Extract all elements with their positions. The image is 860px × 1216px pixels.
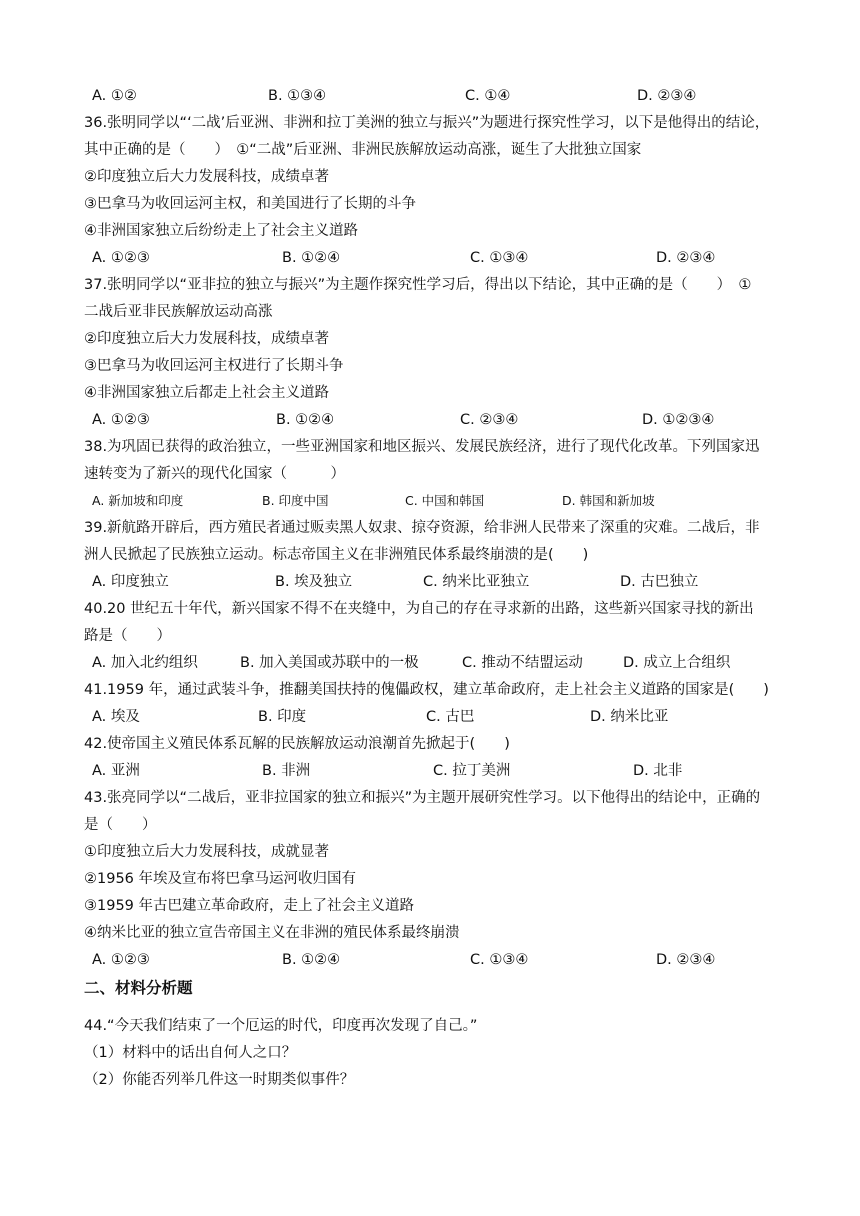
q41-option-b[interactable]: B. 印度 — [258, 709, 307, 725]
q37-option-c[interactable]: C. ②③④ — [460, 412, 519, 428]
q38-stem-line2: 速转变为了新兴的现代化国家（ ） — [84, 466, 345, 482]
q35-option-c[interactable]: C. ①④ — [465, 88, 511, 104]
q40-option-a[interactable]: A. 加入北约组织 — [92, 655, 198, 671]
q43-stem-line2: 是（ ） — [84, 817, 157, 833]
q43-option-b[interactable]: B. ①②④ — [282, 952, 341, 968]
q37-item-2: ②印度独立后大力发展科技，成绩卓著 — [84, 331, 329, 347]
q36-option-b[interactable]: B. ①②④ — [282, 250, 341, 266]
q40-options — [0, 653, 860, 673]
q43-item-4: ④纳米比亚的独立宣告帝国主义在非洲的殖民体系最终崩溃 — [84, 925, 460, 941]
q43-option-c[interactable]: C. ①③④ — [470, 952, 529, 968]
q44-quote: 44.“今天我们结束了一个厄运的时代，印度再次发现了自己。” — [84, 1018, 478, 1034]
q36-option-c[interactable]: C. ①③④ — [470, 250, 529, 266]
q41-stem-line1: 41.1959 年，通过武装斗争，推翻美国扶持的傀儡政权，建立革命政府，走上社会主义道路的国家是( ) — [84, 682, 769, 698]
q40-stem-line1: 40.20 世纪五十年代，新兴国家不得不在夹缝中，为自己的存在寻求新的出路，这些新兴国家寻找的新出 — [84, 601, 754, 617]
q42-stem-line1: 42.使帝国主义殖民体系瓦解的民族解放运动浪潮首先掀起于( ) — [84, 736, 510, 752]
q41-option-a[interactable]: A. 埃及 — [92, 709, 140, 725]
q37-item-3: ③巴拿马为收回运河主权进行了长期斗争 — [84, 358, 344, 374]
q43-option-a[interactable]: A. ①②③ — [92, 952, 150, 968]
q39-option-d[interactable]: D. 古巴独立 — [620, 574, 699, 590]
q41-options — [0, 707, 860, 727]
q44-sub-question-2: （2）你能否列举几件这一时期类似事件？ — [84, 1072, 355, 1088]
q43-item-3: ③1959 年古巴建立革命政府，走上了社会主义道路 — [84, 898, 415, 914]
q39-option-a[interactable]: A. 印度独立 — [92, 574, 169, 590]
q35-options — [0, 86, 860, 106]
q38-options — [0, 491, 860, 511]
q36-stem-line2: 其中正确的是（ ） ①“二战”后亚洲、非洲民族解放运动高涨，诞生了大批独立国家 — [84, 142, 642, 158]
q39-option-c[interactable]: C. 纳米比亚独立 — [423, 574, 530, 590]
section-heading: 二、材料分析题 — [84, 979, 193, 997]
q43-option-d[interactable]: D. ②③④ — [656, 952, 716, 968]
q39-stem-line2: 洲人民掀起了民族独立运动。标志帝国主义在非洲殖民体系最终崩溃的是( ) — [84, 547, 589, 563]
q36-option-d[interactable]: D. ②③④ — [656, 250, 716, 266]
q42-option-b[interactable]: B. 非洲 — [262, 763, 311, 779]
q43-options — [0, 950, 860, 970]
q36-option-a[interactable]: A. ①②③ — [92, 250, 150, 266]
q43-item-2: ②1956 年埃及宣布将巴拿马运河收归国有 — [84, 871, 357, 887]
q40-option-b[interactable]: B. 加入美国或苏联中的一极 — [240, 655, 419, 671]
q35-option-a[interactable]: A. ①② — [92, 88, 137, 104]
q38-option-b[interactable]: B. 印度中国 — [262, 493, 329, 508]
q38-option-c[interactable]: C. 中国和韩国 — [405, 493, 485, 508]
q42-options — [0, 761, 860, 781]
q37-option-a[interactable]: A. ①②③ — [92, 412, 150, 428]
q41-option-c[interactable]: C. 古巴 — [426, 709, 475, 725]
q36-options — [0, 248, 860, 268]
q39-option-b[interactable]: B. 埃及独立 — [275, 574, 353, 590]
q38-option-d[interactable]: D. 韩国和新加坡 — [562, 493, 655, 508]
q37-options — [0, 410, 860, 430]
q36-item-4: ④非洲国家独立后纷纷走上了社会主义道路 — [84, 223, 358, 239]
q39-stem-line1: 39.新航路开辟后，西方殖民者通过贩卖黑人奴隶、掠夺资源，给非洲人民带来了深重的灾难。二战后，非 — [84, 520, 760, 536]
q40-option-d[interactable]: D. 成立上合组织 — [623, 655, 731, 671]
q35-option-b[interactable]: B. ①③④ — [268, 88, 327, 104]
q36-item-3: ③巴拿马为收回运河主权，和美国进行了长期的斗争 — [84, 196, 416, 212]
q37-stem-line1: 37.张明同学以“亚非拉的独立与振兴”为主题作探究性学习后，得出以下结论，其中正确的是（ ） ① — [84, 277, 752, 293]
q40-option-c[interactable]: C. 推动不结盟运动 — [462, 655, 583, 671]
q40-stem-line2: 路是（ ） — [84, 628, 171, 644]
q42-option-c[interactable]: C. 拉丁美洲 — [433, 763, 511, 779]
q41-option-d[interactable]: D. 纳米比亚 — [590, 709, 669, 725]
q35-option-d[interactable]: D. ②③④ — [637, 88, 697, 104]
q37-option-d[interactable]: D. ①②③④ — [642, 412, 715, 428]
q43-item-1: ①印度独立后大力发展科技，成就显著 — [84, 844, 329, 860]
q44-sub-question-1: （1）材料中的话出自何人之口？ — [84, 1045, 297, 1061]
q42-option-a[interactable]: A. 亚洲 — [92, 763, 140, 779]
q39-options — [0, 572, 860, 592]
q37-stem-line2: 二战后亚非民族解放运动高涨 — [84, 304, 273, 320]
q37-option-b[interactable]: B. ①②④ — [276, 412, 335, 428]
q36-item-2: ②印度独立后大力发展科技，成绩卓著 — [84, 169, 329, 185]
q36-stem-line1: 36.张明同学以“‘二战’后亚洲、非洲和拉丁美洲的独立与振兴”为题进行探究性学习，以下是他得出的结论， — [84, 115, 770, 131]
q37-item-4: ④非洲国家独立后都走上社会主义道路 — [84, 385, 329, 401]
q38-option-a[interactable]: A. 新加坡和印度 — [92, 493, 184, 508]
q42-option-d[interactable]: D. 北非 — [633, 763, 683, 779]
q43-stem-line1: 43.张亮同学以“二战后，亚非拉国家的独立和振兴”为主题开展研究性学习。以下他得出的结论中，正确的 — [84, 790, 761, 806]
q38-stem-line1: 38.为巩固已获得的政治独立，一些亚洲国家和地区振兴、发展民族经济，进行了现代化改革。下列国家迅 — [84, 439, 760, 455]
